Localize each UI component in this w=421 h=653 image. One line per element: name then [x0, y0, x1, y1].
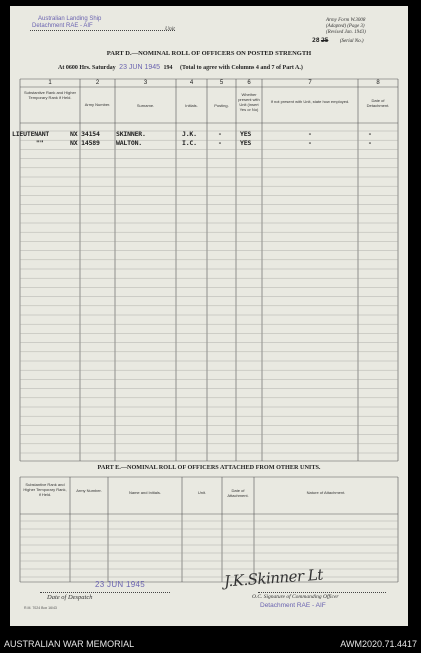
- e-col-header-date: Date of Attachment.: [227, 488, 249, 498]
- row2-surname: WALTON.: [116, 139, 142, 147]
- row2-army-number: NX 14589: [70, 139, 100, 147]
- at-line-prefix: At 0600 Hrs. Saturday: [58, 65, 116, 71]
- commanding-label: O.C. Signature of Commanding Officer: [252, 594, 339, 600]
- footer-left: AUSTRALIAN WAR MEMORIAL: [4, 639, 135, 649]
- col-number-5: 5: [219, 80, 224, 86]
- row2-detachment: -: [368, 139, 372, 147]
- row2-initials: I.C.: [182, 139, 197, 147]
- despatch-line: [40, 592, 170, 593]
- serial-written: 28: [312, 36, 320, 44]
- col-number-4: 4: [189, 80, 194, 86]
- form-sheet: [10, 6, 408, 626]
- e-col-header-name: Name and Initials.: [128, 490, 161, 495]
- at-line-suffix: (Total to agree with Columns 4 and 7 of Part A.): [180, 65, 303, 71]
- col-number-7: 7: [308, 80, 312, 86]
- row1-army-number: NX 34154: [70, 130, 100, 138]
- e-col-header-unit: Unit.: [197, 490, 207, 495]
- col-header-detachment: Date of Detachment.: [366, 98, 390, 108]
- e-col-header-nature: Nature of Attachment.: [306, 490, 346, 495]
- row1-rank: LIEUTENANT: [12, 130, 50, 138]
- serial-struck: 25: [320, 36, 329, 44]
- col-header-employed: If not present with Unit, state how employed.: [270, 99, 350, 104]
- col-number-2: 2: [95, 80, 100, 86]
- row1-present: YES: [240, 130, 252, 138]
- printer-note: R.M. 7024 Box 16/43: [24, 606, 57, 610]
- commanding-line: [258, 592, 386, 593]
- year-suffix: 194: [163, 65, 173, 71]
- col-number-8: 8: [376, 80, 380, 86]
- part-e-grid: [10, 6, 408, 626]
- col-number-6: 6: [247, 80, 251, 86]
- col-header-rank: Substantive Rank and Higher Temporary Rank if Held.: [23, 90, 77, 100]
- col-header-posting: Posting.: [214, 103, 229, 108]
- row2-rank: "": [36, 139, 44, 147]
- unit-label: Unit: [165, 26, 175, 32]
- despatch-label: Date of Despatch: [47, 594, 93, 601]
- col-header-present: Whether present with Unit (insert Yes or No): [238, 92, 260, 112]
- date-stamp: 23 JUN 1945: [119, 64, 161, 71]
- serial-label: (Serial No.): [339, 39, 364, 44]
- form-number-line2: (Adapted) (Page 3): [326, 24, 365, 29]
- col-header-initials: Initials.: [185, 103, 198, 108]
- footer: [0, 638, 421, 653]
- form-number-line3: (Revised Jan. 1943): [326, 30, 366, 35]
- row2-posting: -: [218, 139, 222, 147]
- col-number-1: 1: [48, 80, 52, 86]
- row2-present: YES: [240, 139, 252, 147]
- col-header-surname: Surname.: [136, 103, 155, 108]
- col-number-3: 3: [143, 80, 148, 86]
- part-e-title: PART E.—NOMINAL ROLL OF OFFICERS ATTACHED FROM OTHER UNITS.: [97, 464, 321, 471]
- row1-employed: -: [308, 130, 312, 138]
- row1-initials: J.K.: [182, 130, 197, 138]
- despatch-stamp: 23 JUN 1945: [95, 580, 145, 589]
- unit-stamp-line2: Detachment RAE - AIF: [32, 23, 93, 29]
- commanding-stamp: Detachment RAE - AIF: [260, 602, 326, 609]
- unit-stamp-line1: Australian Landing Ship: [38, 16, 102, 22]
- row2-employed: -: [308, 139, 312, 147]
- row1-posting: -: [218, 130, 222, 138]
- signature: J.K.Skinner Lt: [223, 565, 324, 591]
- row1-surname: SKINNER.: [116, 130, 146, 138]
- e-col-header-rank: Substantive Rank and Higher Temporary Rank, if Held.: [23, 482, 67, 497]
- form-number-line1: Army Form W.3008: [326, 18, 366, 23]
- part-d-title: PART D.—NOMINAL ROLL OF OFFICERS ON POSTED STRENGTH: [106, 50, 312, 57]
- col-header-army-number: Army Number.: [84, 102, 111, 107]
- e-col-header-army-number: Army Number.: [76, 488, 102, 493]
- row1-detachment: -: [368, 130, 372, 138]
- footer-right: AWM2020.71.4417: [340, 639, 417, 649]
